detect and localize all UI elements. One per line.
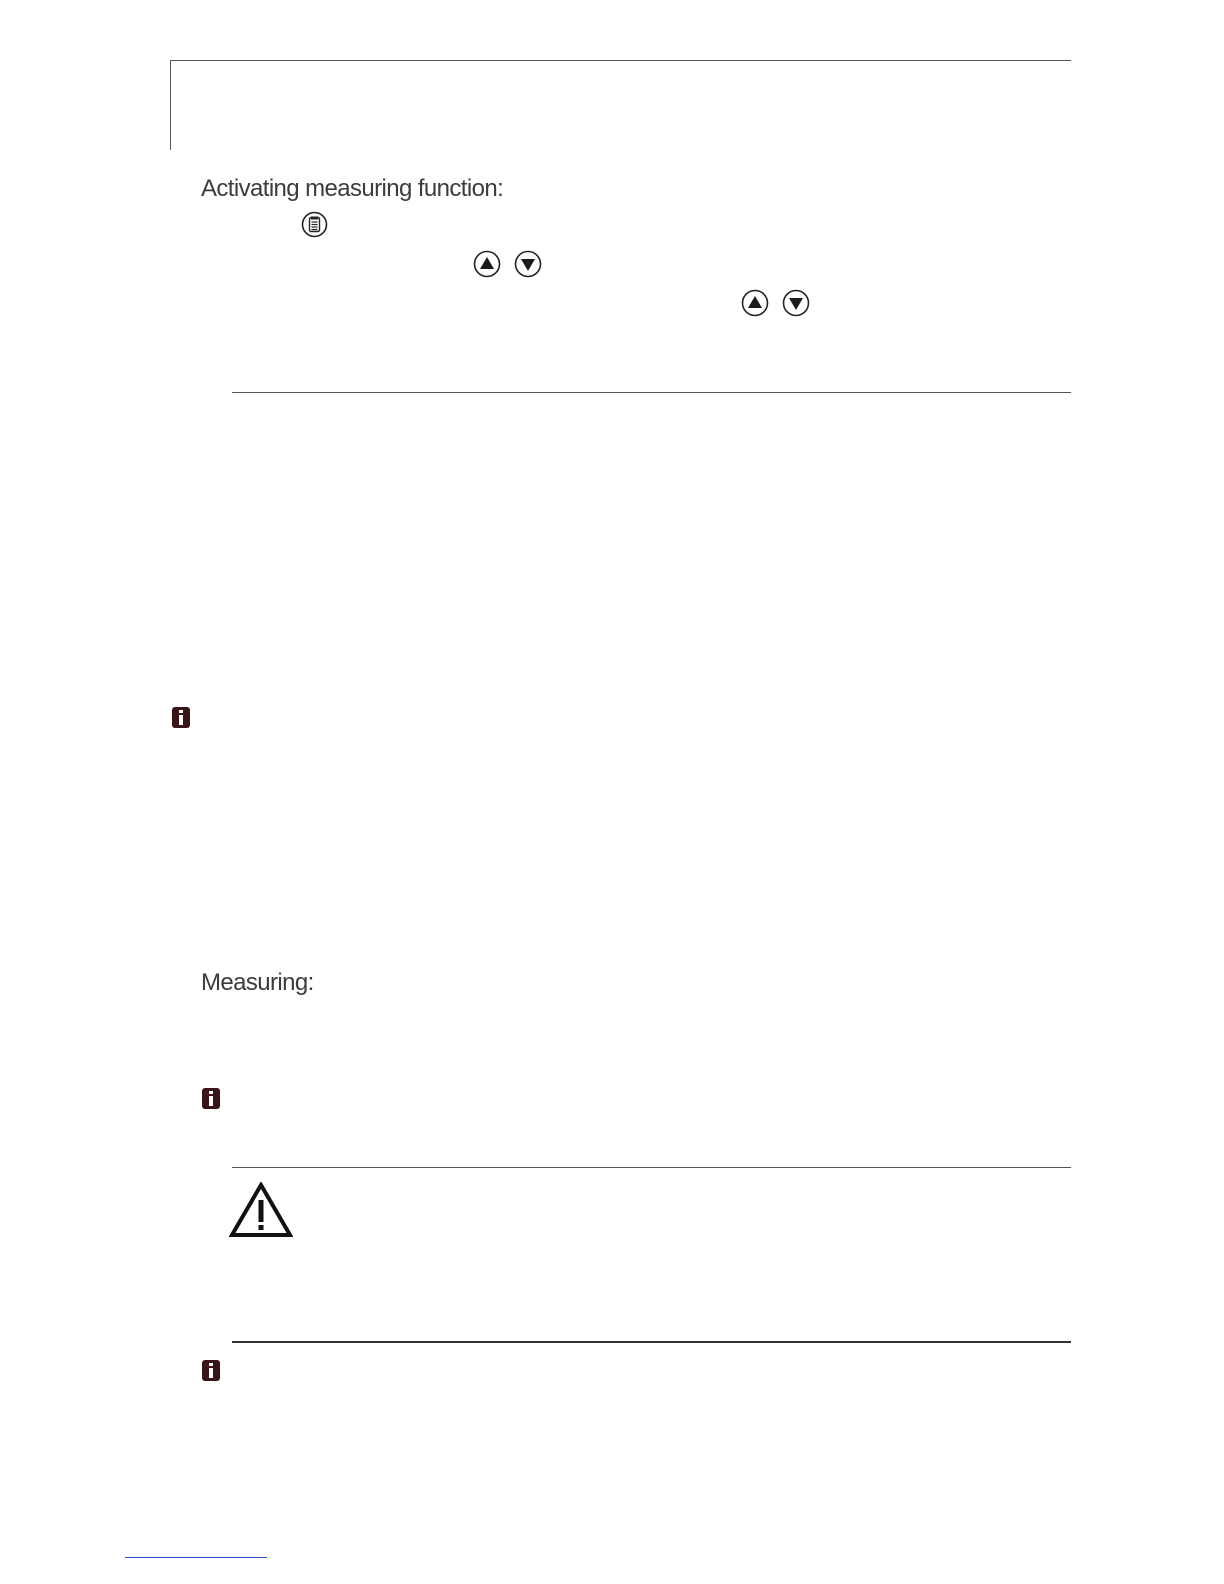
arrow-up-key-icon [473,250,501,278]
section-divider [232,392,1071,393]
info-icon [201,1087,221,1110]
activating-measuring-function-heading: Activating measuring function: [201,175,504,202]
arrow-down-key-icon [782,289,810,317]
arrow-up-key-icon [741,289,769,317]
info-icon [171,706,191,729]
page-frame-left-border [170,60,171,150]
arrow-down-key-icon [514,250,542,278]
page-frame-top-border [170,60,1071,61]
footer-link-underline[interactable] [125,1557,267,1558]
info-icon [201,1359,221,1382]
warning-icon [229,1182,293,1238]
measuring-heading: Measuring: [201,969,314,996]
warning-top-divider [232,1167,1071,1168]
menu-key-icon [301,211,328,238]
warning-bottom-divider [232,1341,1071,1343]
